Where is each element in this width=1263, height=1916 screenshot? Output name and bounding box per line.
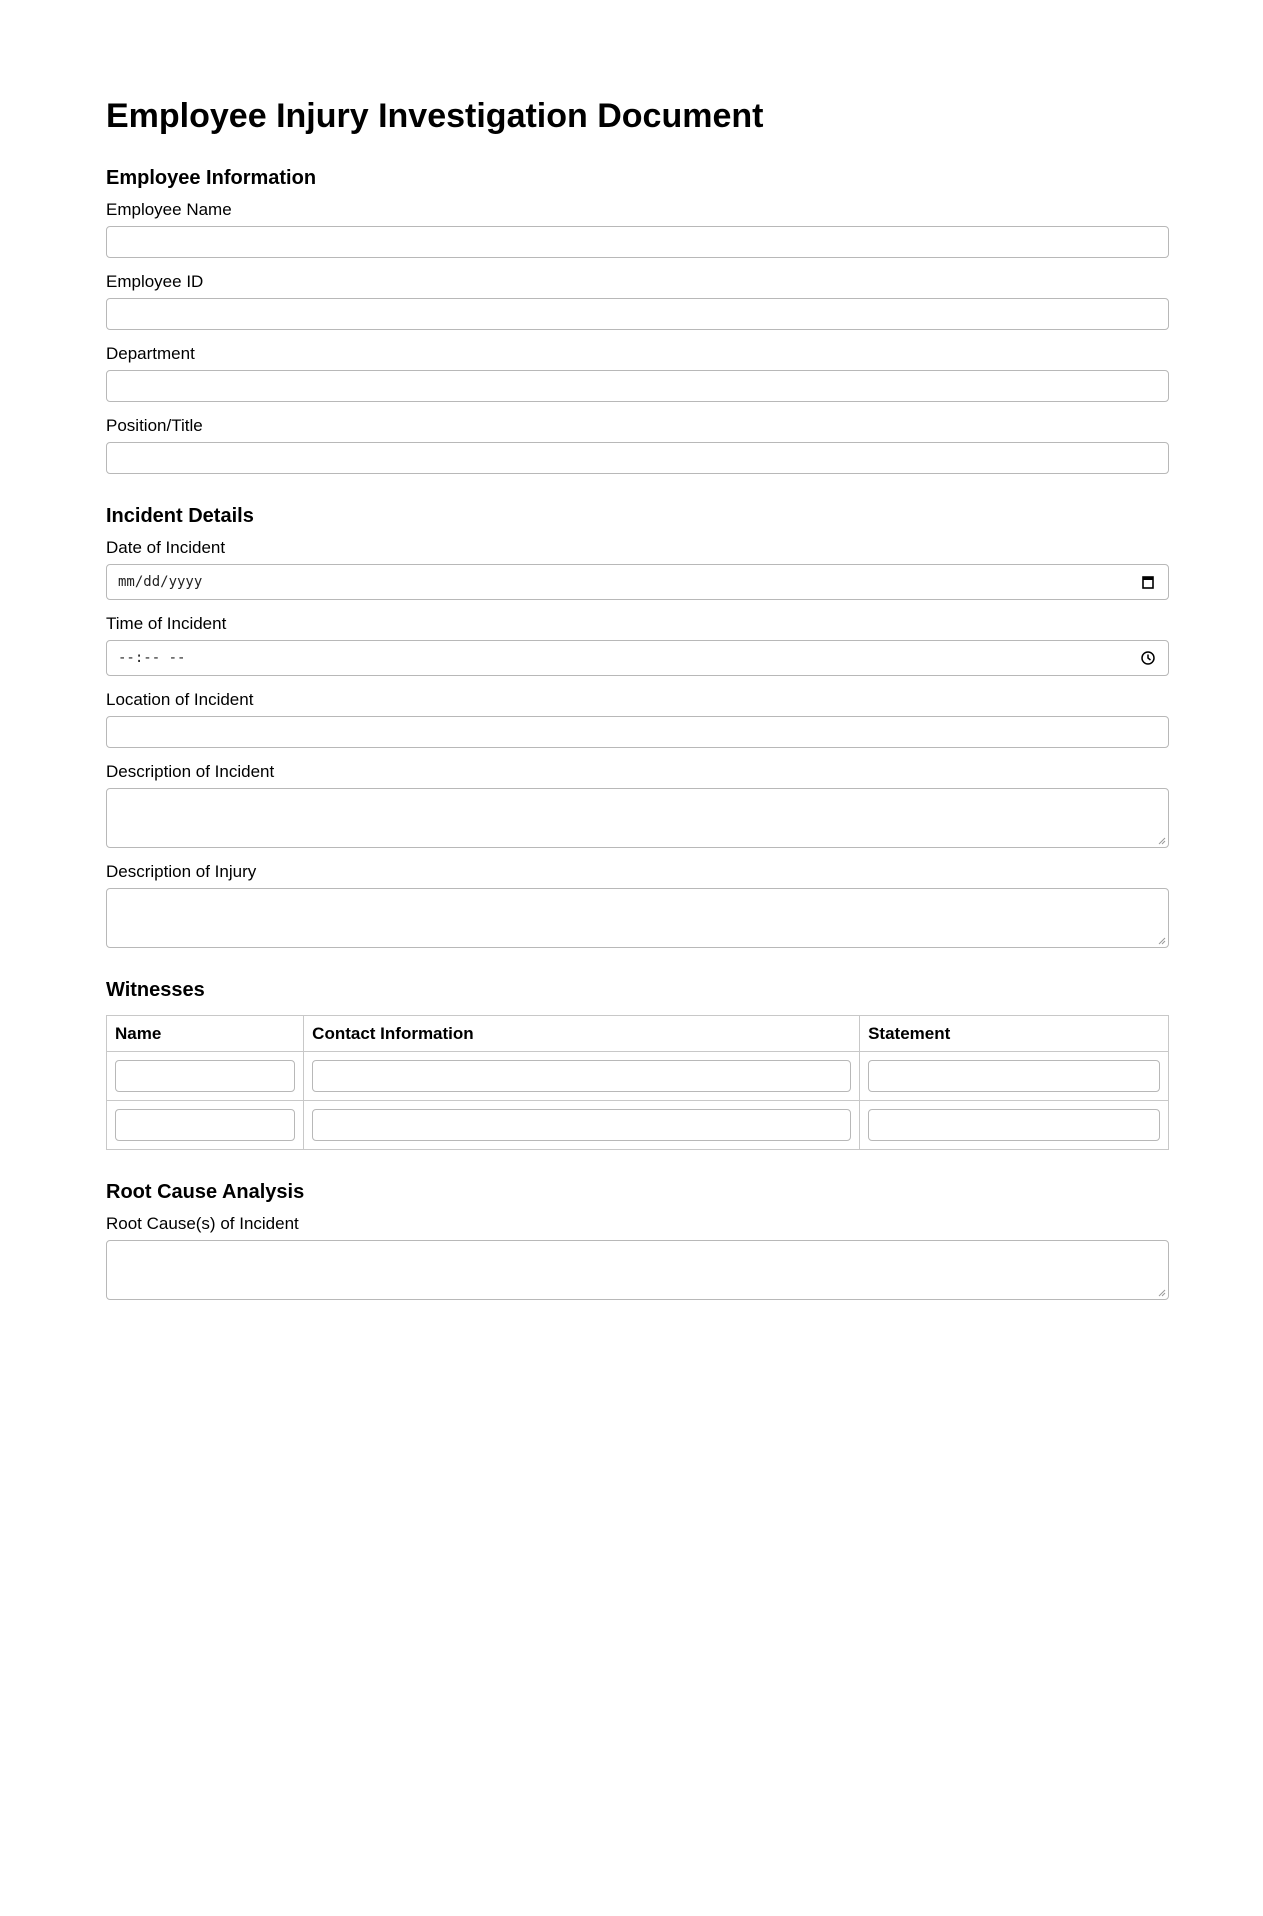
- employee-id-label: Employee ID: [106, 272, 204, 291]
- witness-statement-input[interactable]: [868, 1060, 1160, 1092]
- witness-name-input[interactable]: [115, 1060, 295, 1092]
- employee-information-section: [106, 166, 1169, 474]
- form-page: [106, 96, 1169, 1330]
- description-of-incident-textarea[interactable]: [106, 788, 1169, 848]
- section-heading: Witnesses: [106, 979, 205, 1001]
- root-cause-label: Root Cause(s) of Incident: [106, 1214, 299, 1233]
- employee-name-label: Employee Name: [106, 200, 232, 219]
- root-cause-textarea[interactable]: [106, 1240, 1169, 1300]
- location-input[interactable]: [106, 716, 1169, 748]
- table-row: [107, 1052, 1169, 1101]
- date-placeholder: mm/dd/yyyy: [118, 574, 203, 590]
- witnesses-section: [106, 978, 1169, 1150]
- position-title-input[interactable]: [106, 442, 1169, 474]
- section-heading: Employee Information: [106, 167, 317, 189]
- resize-grip-icon[interactable]: [1158, 1289, 1166, 1297]
- witness-contact-input[interactable]: [312, 1060, 851, 1092]
- section-heading: Incident Details: [106, 505, 254, 527]
- time-of-incident-label: Time of Incident: [106, 614, 227, 633]
- description-of-incident-label: Description of Incident: [106, 762, 275, 781]
- employee-id-input[interactable]: [106, 298, 1169, 330]
- employee-name-input[interactable]: [106, 226, 1169, 258]
- department-input[interactable]: [106, 370, 1169, 402]
- incident-details-section: [106, 504, 1169, 948]
- section-heading: Root Cause Analysis: [106, 1181, 305, 1203]
- column-header-statement: Statement: [860, 1016, 1169, 1052]
- date-of-incident-label: Date of Incident: [106, 538, 226, 557]
- table-row: [107, 1101, 1169, 1150]
- department-label: Department: [106, 344, 195, 363]
- description-of-injury-textarea[interactable]: [106, 888, 1169, 948]
- witness-name-input[interactable]: [115, 1109, 295, 1141]
- column-header-name: Name: [107, 1016, 304, 1052]
- column-header-contact: Contact Information: [304, 1016, 860, 1052]
- witness-statement-input[interactable]: [868, 1109, 1160, 1141]
- description-of-injury-label: Description of Injury: [106, 862, 257, 881]
- resize-grip-icon[interactable]: [1158, 937, 1166, 945]
- witnesses-table: [106, 1015, 1169, 1150]
- calendar-icon[interactable]: [1140, 574, 1156, 590]
- time-of-incident-input[interactable]: [106, 640, 1169, 676]
- witness-contact-input[interactable]: [312, 1109, 851, 1141]
- date-of-incident-input[interactable]: [106, 564, 1169, 600]
- position-title-label: Position/Title: [106, 416, 203, 435]
- time-placeholder: --:-- --: [118, 650, 186, 666]
- root-cause-section: [106, 1180, 1169, 1300]
- clock-icon[interactable]: [1140, 650, 1156, 666]
- location-label: Location of Incident: [106, 690, 254, 709]
- resize-grip-icon[interactable]: [1158, 837, 1166, 845]
- page-title: Employee Injury Investigation Document: [106, 97, 764, 135]
- table-header-row: [107, 1016, 1169, 1052]
